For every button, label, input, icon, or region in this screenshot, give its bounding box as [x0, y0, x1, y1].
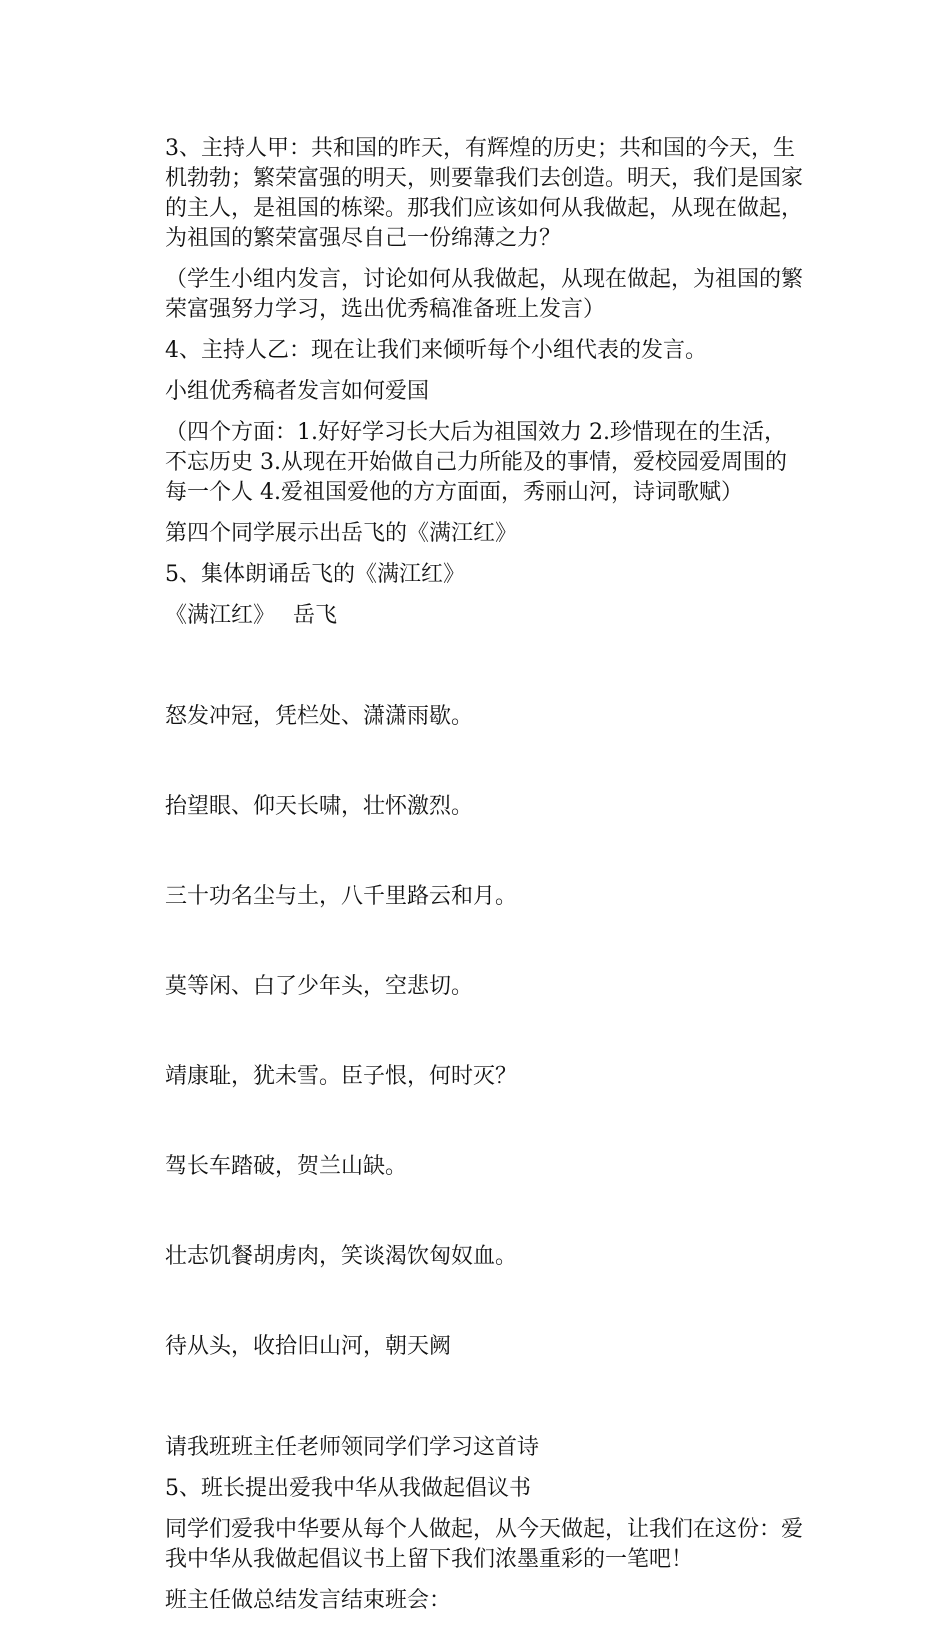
poem-line: 壮志饥餐胡虏肉，笑谈渴饮匈奴血。 — [165, 1244, 518, 1269]
poem-title: 《满江红》 岳飞 — [165, 603, 337, 628]
paragraph-speech-topic: 小组优秀稿者发言如何爱国 — [165, 379, 430, 404]
paragraph-host-b: 4、主持人乙：现在让我们来倾听每个小组代表的发言。 — [165, 338, 707, 363]
poem-line: 三十功名尘与土，八千里路云和月。 — [165, 884, 518, 909]
poem-line: 怒发冲冠，凭栏处、潇潇雨歇。 — [165, 704, 474, 729]
paragraph-fourth-student: 第四个同学展示出岳飞的《满江红》 — [165, 521, 518, 546]
poem-body — [165, 642, 805, 1422]
poem-line: 莫等闲、白了少年头，空悲切。 — [165, 974, 474, 999]
poem-line: 驾长车踏破，贺兰山缺。 — [165, 1154, 408, 1179]
paragraph-closing: 班主任做总结发言结束班会： — [165, 1588, 452, 1613]
document-page — [165, 134, 805, 1627]
paragraph-group-discussion: （学生小组内发言，讨论如何从我做起，从现在做起，为祖国的繁荣富强努力学习，选出优秀稿准备班上发言） — [165, 267, 804, 322]
paragraph-recitation: 5、集体朗诵岳飞的《满江红》 — [165, 562, 465, 587]
paragraph-proposal-heading: 5、班长提出爱我中华从我做起倡议书 — [165, 1476, 531, 1501]
paragraph-proposal-text: 同学们爱我中华要从每个人做起，从今天做起，让我们在这份：爱我中华从我做起倡议书上留下我们浓墨重彩的一笔吧！ — [165, 1517, 804, 1572]
paragraph-host-a: 3、主持人甲：共和国的昨天，有辉煌的历史；共和国的今天，生机勃勃；繁荣富强的明天，则要靠我们去创造。明天，我们是国家的主人，是祖国的栋梁。那我们应该如何从我做起，从现在做起，为祖国的繁荣富强尽自己一份绵薄之力？ — [165, 136, 804, 251]
poem-line: 待从头，收拾旧山河，朝天阙 — [165, 1334, 452, 1359]
poem-line: 抬望眼、仰天长啸，壮怀激烈。 — [165, 794, 474, 819]
poem-line: 靖康耻，犹未雪。臣子恨，何时灭？ — [165, 1064, 518, 1089]
paragraph-teacher-lesson: 请我班班主任老师领同学们学习这首诗 — [165, 1435, 540, 1460]
paragraph-four-aspects: （四个方面：1.好好学习长大后为祖国效力 2.珍惜现在的生活，不忘历史 3.从现在开始做自己力所能及的事情，爱校园爱周围的每一个人 4.爱祖国爱他的方方面面，秀丽山河，诗词歌赋） — [165, 420, 787, 505]
